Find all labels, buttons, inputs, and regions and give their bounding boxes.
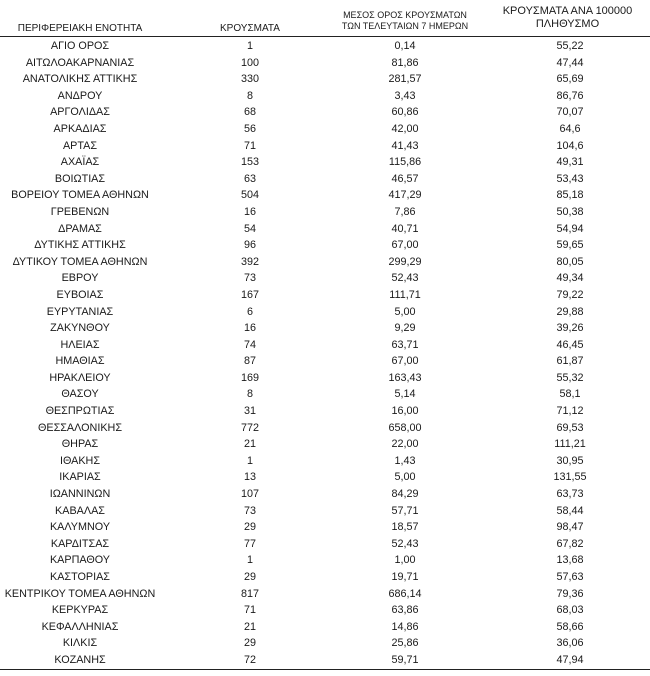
table-row: [0, 602, 650, 619]
region-cell: ΚΕΦΑΛΛΗΝΙΑΣ: [41, 620, 119, 633]
cases-cell: 153: [240, 156, 259, 169]
avg-cell: 52,43: [391, 272, 419, 285]
cases-cell: 87: [243, 355, 256, 368]
table-row: [0, 204, 650, 221]
per-100k-cell: 67,82: [556, 537, 584, 550]
per-100k-cell: 55,22: [556, 40, 584, 52]
region-cell: ΚΑΛΥΜΝΟΥ: [49, 521, 111, 534]
region-cell: ΔΡΑΜΑΣ: [58, 222, 102, 235]
avg-cell: 63,71: [391, 338, 419, 351]
header-divider: [0, 36, 650, 37]
region-cell: ΚΟΖΑΝΗΣ: [54, 653, 106, 666]
cases-cell: 29: [243, 521, 256, 534]
region-cell: ΚΑΒΑΛΑΣ: [55, 504, 105, 517]
cases-cell: 71: [243, 604, 256, 617]
table-row: [0, 221, 650, 238]
avg-cell: 7,86: [394, 205, 416, 218]
region-cell: ΘΕΣΣΑΛΟΝΙΚΗΣ: [37, 421, 122, 434]
per-100k-cell: 71,12: [556, 405, 584, 418]
table-row: [0, 386, 650, 403]
region-cell: ΓΡΕΒΕΝΩΝ: [50, 205, 110, 218]
cases-cell: 73: [243, 272, 256, 285]
region-cell: ΑΡΤΑΣ: [62, 139, 98, 152]
region-cell: ΚΑΣΤΟΡΙΑΣ: [50, 571, 110, 583]
per-100k-cell: 49,31: [556, 156, 584, 169]
cases-cell: 1: [246, 554, 253, 567]
cases-cell: 31: [243, 405, 256, 418]
region-cell: ΕΒΡΟΥ: [61, 272, 99, 285]
avg-cell: 57,71: [391, 504, 419, 517]
table-row: [0, 619, 650, 636]
table-row: [0, 187, 650, 204]
cases-cell: 63: [243, 172, 256, 185]
table-row: [0, 503, 650, 520]
avg-cell: 42,00: [391, 122, 419, 135]
per-100k-cell: 86,76: [556, 89, 584, 102]
avg-cell: 3,43: [394, 89, 416, 102]
cases-cell: 68: [243, 106, 256, 119]
cases-cell: 13: [243, 471, 256, 484]
avg-cell: 18,57: [391, 521, 419, 534]
table-row: [0, 121, 650, 138]
avg-cell: 1,00: [394, 554, 416, 567]
region-cell: ΕΥΒΟΙΑΣ: [56, 288, 104, 301]
region-cell: ΑΡΓΟΛΙΔΑΣ: [50, 106, 110, 119]
header-region: ΠΕΡΙΦΕΡΕΙΑΚΗ ΕΝΟΤΗΤΑ: [17, 23, 143, 34]
table-row: [0, 88, 650, 105]
table-row: [0, 536, 650, 553]
cases-cell: 330: [240, 73, 259, 86]
table-row: [0, 403, 650, 420]
bottom-divider: [0, 669, 650, 670]
per-100k-cell: 59,65: [556, 239, 584, 252]
per-100k-cell: 47,44: [556, 56, 584, 69]
table-row: [0, 519, 650, 536]
table-row: [0, 453, 650, 470]
table-row: [0, 586, 650, 603]
per-100k-cell: 69,53: [556, 421, 584, 434]
region-cell: ΘΕΣΠΡΩΤΙΑΣ: [45, 405, 115, 418]
per-100k-cell: 79,36: [556, 587, 584, 600]
table-row: [0, 569, 650, 586]
table-row: [0, 171, 650, 188]
avg-cell: 63,86: [391, 604, 419, 617]
avg-cell: 60,86: [391, 106, 419, 119]
avg-cell: 658,00: [388, 421, 422, 434]
avg-cell: 22,00: [391, 438, 419, 451]
avg-cell: 84,29: [391, 488, 419, 501]
table-row: [0, 436, 650, 453]
avg-cell: 52,43: [391, 537, 419, 550]
table-row: [0, 652, 650, 669]
per-100k-cell: 98,47: [556, 521, 584, 534]
avg-cell: 5,00: [394, 305, 416, 318]
avg-cell: 686,14: [388, 587, 422, 600]
per-100k-cell: 85,18: [556, 189, 584, 202]
cases-cell: 167: [240, 288, 259, 301]
cases-cell: 1: [246, 454, 253, 467]
table-row: [0, 138, 650, 155]
cases-cell: 504: [240, 189, 259, 202]
table-row: [0, 270, 650, 287]
cases-cell: 96: [243, 239, 256, 252]
table-row: [0, 469, 650, 486]
region-cell: ΑΝΔΡΟΥ: [57, 89, 103, 102]
region-cell: ΙΩΑΝΝΙΝΩΝ: [49, 488, 111, 501]
table-row: [0, 154, 650, 171]
cases-cell: 54: [243, 222, 256, 235]
cases-cell: 100: [240, 56, 259, 69]
region-cell: ΗΡΑΚΛΕΙΟΥ: [49, 371, 111, 384]
cases-cell: 8: [246, 388, 253, 401]
per-100k-cell: 50,38: [556, 205, 584, 218]
region-cell: ΑΡΚΑΔΙΑΣ: [53, 122, 107, 135]
cases-cell: 16: [243, 205, 256, 218]
avg-cell: 41,43: [391, 139, 419, 152]
per-100k-cell: 29,88: [556, 305, 584, 318]
avg-cell: 299,29: [388, 255, 422, 268]
per-100k-cell: 64,6: [559, 122, 581, 135]
avg-cell: 1,43: [394, 454, 416, 467]
avg-cell: 67,00: [391, 239, 419, 252]
region-cell: ΖΑΚΥΝΘΟΥ: [50, 322, 110, 335]
header-per-100k: [485, 5, 650, 31]
per-100k-cell: 61,87: [556, 355, 584, 368]
region-cell: ΗΛΕΙΑΣ: [60, 338, 100, 351]
table-row: [0, 38, 650, 55]
cases-cell: 392: [240, 255, 259, 268]
region-cell: ΔΥΤΙΚΟΥ ΤΟΜΕΑ ΑΘΗΝΩΝ: [12, 255, 148, 268]
region-cell: ΚΑΡΠΑΘΟΥ: [49, 554, 111, 567]
per-100k-cell: 58,1: [559, 388, 581, 401]
avg-cell: 5,14: [394, 388, 416, 401]
avg-cell: 25,86: [391, 637, 419, 650]
cases-cell: 74: [243, 338, 256, 351]
per-100k-cell: 49,34: [556, 272, 584, 285]
table-row: [0, 71, 650, 88]
cases-cell: 107: [240, 488, 259, 501]
cases-cell: 77: [243, 537, 256, 550]
per-100k-cell: 36,06: [556, 637, 584, 650]
region-cell: ΙΚΑΡΙΑΣ: [59, 471, 101, 484]
avg-cell: 5,00: [394, 471, 416, 484]
avg-cell: 59,71: [391, 653, 419, 666]
per-100k-cell: 57,63: [556, 571, 584, 583]
avg-cell: 19,71: [391, 571, 419, 583]
region-cell: ΑΝΑΤΟΛΙΚΗΣ ΑΤΤΙΚΗΣ: [22, 73, 138, 86]
table-row: [0, 486, 650, 503]
table-row: [0, 287, 650, 304]
per-100k-cell: 70,07: [556, 106, 584, 119]
avg-cell: 417,29: [388, 189, 422, 202]
per-100k-cell: 13,68: [556, 554, 584, 567]
table-row: [0, 104, 650, 121]
region-cell: ΙΘΑΚΗΣ: [59, 454, 101, 467]
avg-cell: 46,57: [391, 172, 419, 185]
cases-cell: 56: [243, 122, 256, 135]
region-cell: ΘΗΡΑΣ: [61, 438, 99, 451]
region-cell: ΚΑΡΔΙΤΣΑΣ: [50, 537, 110, 550]
table-row: [0, 420, 650, 437]
header-cases: ΚΡΟΥΣΜΑΤΑ: [220, 23, 280, 34]
region-cell: ΚΕΡΚΥΡΑΣ: [51, 604, 109, 617]
per-100k-cell: 30,95: [556, 454, 584, 467]
cases-cell: 772: [240, 421, 259, 434]
header-avg-line2: ΤΩΝ ΤΕΛΕΥΤΑΙΩΝ 7 ΗΜΕΡΩΝ: [341, 21, 469, 31]
cases-cell: 6: [246, 305, 253, 318]
region-cell: ΗΜΑΘΙΑΣ: [55, 355, 105, 368]
cases-cell: 169: [240, 371, 259, 384]
region-cell: ΒΟΡΕΙΟΥ ΤΟΜΕΑ ΑΘΗΝΩΝ: [11, 189, 149, 202]
header-per-line1: ΚΡΟΥΣΜΑΤΑ ΑΝΑ 100000: [502, 5, 633, 17]
per-100k-cell: 65,69: [556, 73, 584, 86]
cases-cell: 72: [243, 653, 256, 666]
table-row: [0, 304, 650, 321]
region-cell: ΒΟΙΩΤΙΑΣ: [54, 172, 106, 185]
table-body: [0, 38, 650, 669]
per-100k-cell: 131,55: [553, 471, 587, 484]
region-cell: ΚΕΝΤΡΙΚΟΥ ΤΟΜΕΑ ΑΘΗΝΩΝ: [4, 587, 156, 600]
table-row: [0, 254, 650, 271]
avg-cell: 40,71: [391, 222, 419, 235]
per-100k-cell: 79,22: [556, 288, 584, 301]
cases-cell: 21: [243, 620, 256, 633]
avg-cell: 115,86: [388, 156, 422, 169]
region-cell: ΑΧΑΪΑΣ: [60, 156, 100, 169]
header-avg-line1: ΜΕΣΟΣ ΟΡΟΣ ΚΡΟΥΣΜΑΤΩΝ: [343, 10, 467, 20]
table-row: [0, 55, 650, 72]
cases-cell: 21: [243, 438, 256, 451]
avg-cell: 16,00: [391, 405, 419, 418]
avg-cell: 9,29: [394, 322, 416, 335]
cases-cell: 71: [243, 139, 256, 152]
region-cell: ΑΙΤΩΛΟΑΚΑΡΝΑΝΙΑΣ: [25, 56, 135, 69]
table-row: [0, 552, 650, 569]
region-cell: ΚΙΛΚΙΣ: [62, 637, 98, 650]
cases-cell: 817: [240, 587, 259, 600]
per-100k-cell: 58,44: [556, 504, 584, 517]
cases-cell: 29: [243, 571, 256, 583]
region-cell: ΔΥΤΙΚΗΣ ΑΤΤΙΚΗΣ: [34, 239, 126, 252]
avg-cell: 281,57: [388, 73, 422, 86]
avg-cell: 163,43: [388, 371, 422, 384]
per-100k-cell: 53,43: [556, 172, 584, 185]
per-100k-cell: 47,94: [556, 653, 584, 666]
avg-cell: 14,86: [391, 620, 419, 633]
avg-cell: 81,86: [391, 56, 419, 69]
table-row: [0, 320, 650, 337]
region-cell: ΑΓΙΟ ΟΡΟΣ: [50, 40, 110, 52]
per-100k-cell: 46,45: [556, 338, 584, 351]
per-100k-cell: 68,03: [556, 604, 584, 617]
table-row: [0, 370, 650, 387]
per-100k-cell: 111,21: [554, 438, 586, 451]
per-100k-cell: 39,26: [556, 322, 584, 335]
avg-cell: 111,71: [389, 288, 421, 301]
cases-cell: 1: [246, 40, 253, 52]
per-100k-cell: 104,6: [556, 139, 584, 152]
cases-cell: 8: [246, 89, 253, 102]
cases-cell: 16: [243, 322, 256, 335]
per-100k-cell: 63,73: [556, 488, 584, 501]
per-100k-cell: 58,66: [556, 620, 584, 633]
header-avg: [325, 10, 485, 32]
per-100k-cell: 80,05: [556, 255, 584, 268]
cases-cell: 73: [243, 504, 256, 517]
header-per-line2: ΠΛΗΘΥΣΜΟ: [535, 18, 600, 30]
table-row: [0, 353, 650, 370]
cases-cell: 29: [243, 637, 256, 650]
table-row: [0, 635, 650, 652]
avg-cell: 67,00: [391, 355, 419, 368]
table-row: [0, 237, 650, 254]
region-cell: ΕΥΡΥΤΑΝΙΑΣ: [46, 305, 114, 318]
per-100k-cell: 55,32: [556, 371, 584, 384]
region-cell: ΘΑΣΟΥ: [61, 388, 99, 401]
table-row: [0, 337, 650, 354]
avg-cell: 0,14: [394, 40, 416, 52]
per-100k-cell: 54,94: [556, 222, 584, 235]
